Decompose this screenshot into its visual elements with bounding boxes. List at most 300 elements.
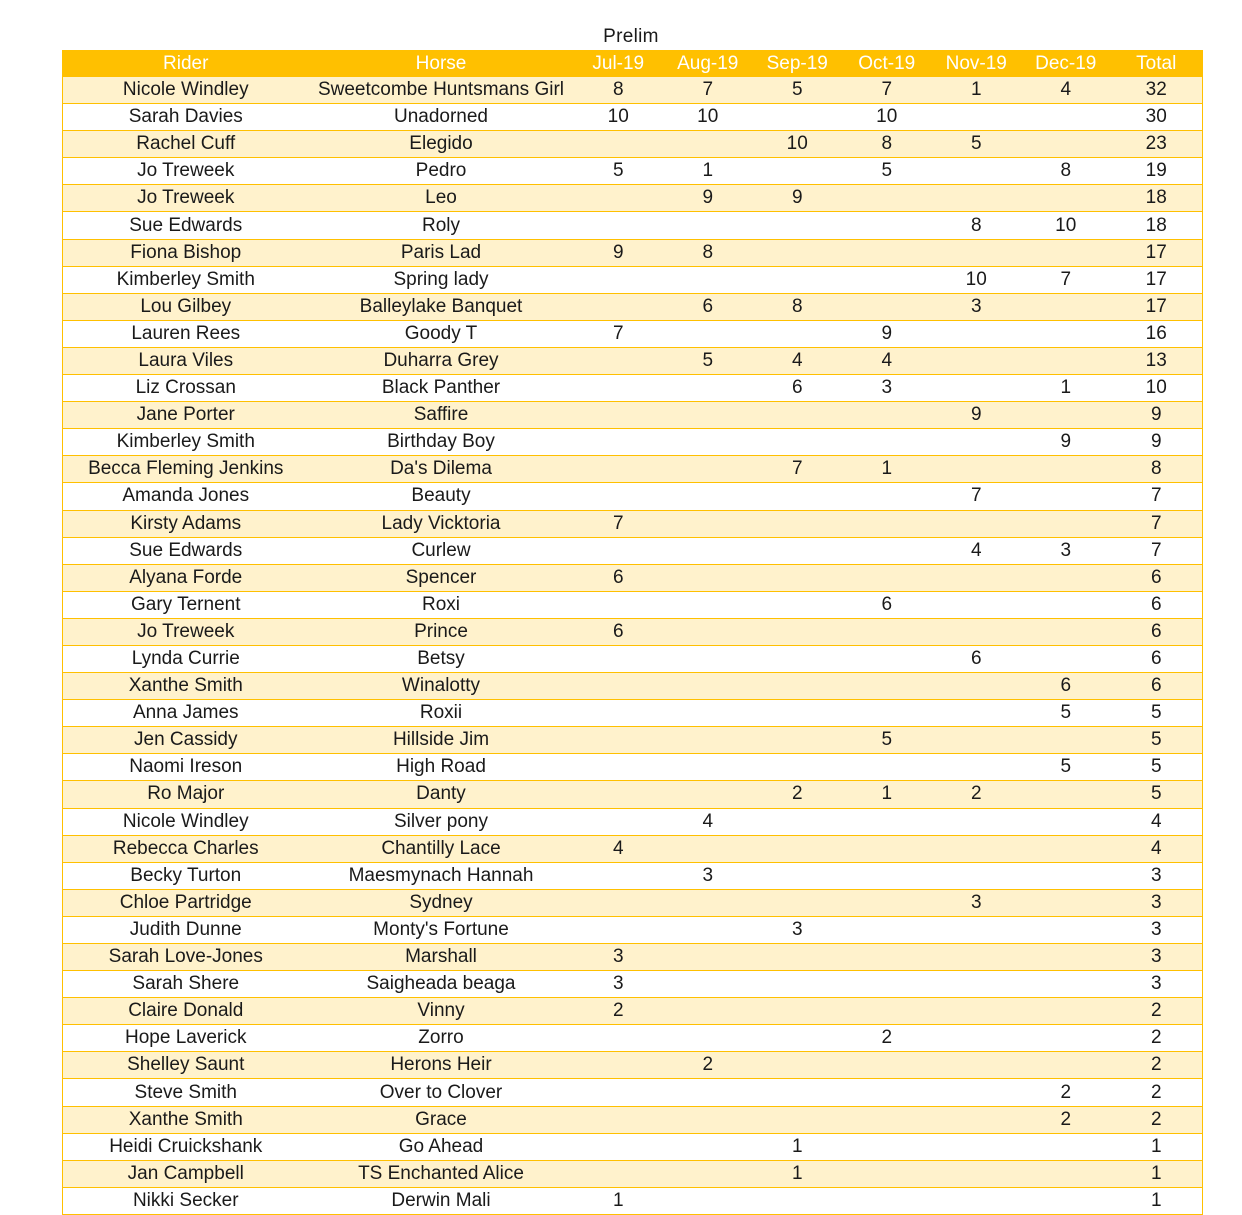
oct-19-cell: 3: [842, 375, 932, 402]
table-row: [63, 266, 1203, 293]
dec-19-cell: 9: [1021, 429, 1111, 456]
sep-19-cell: [753, 727, 843, 754]
oct-19-cell: [842, 1106, 932, 1133]
rider-cell: Ro Major: [63, 781, 309, 808]
horse-cell: Unadorned: [309, 104, 574, 131]
jul-19-cell: 2: [574, 998, 664, 1025]
dec-19-cell: [1021, 835, 1111, 862]
dec-19-cell: [1021, 347, 1111, 374]
nov-19-cell: 10: [932, 266, 1022, 293]
table-row: [63, 645, 1203, 672]
total-cell: 5: [1111, 781, 1203, 808]
jul-19-cell: [574, 347, 664, 374]
dec-19-cell: [1021, 564, 1111, 591]
nov-19-cell: [932, 754, 1022, 781]
nov-19-cell: 3: [932, 889, 1022, 916]
oct-19-cell: [842, 944, 932, 971]
horse-cell: Paris Lad: [309, 239, 574, 266]
sep-19-cell: [753, 212, 843, 239]
rider-cell: Claire Donald: [63, 998, 309, 1025]
jul-19-cell: [574, 862, 664, 889]
results-table: [62, 50, 1203, 1215]
sep-19-cell: [753, 402, 843, 429]
rider-cell: Kimberley Smith: [63, 429, 309, 456]
total-cell: 17: [1111, 239, 1203, 266]
dec-19-cell: [1021, 889, 1111, 916]
sep-19-cell: [753, 944, 843, 971]
table-row: [63, 1052, 1203, 1079]
aug-19-cell: 4: [663, 808, 753, 835]
total-cell: 3: [1111, 889, 1203, 916]
rider-cell: Lou Gilbey: [63, 293, 309, 320]
aug-19-cell: [663, 456, 753, 483]
table-body: [63, 77, 1203, 1214]
nov-19-cell: [932, 1160, 1022, 1187]
sep-19-cell: [753, 1079, 843, 1106]
horse-cell: Herons Heir: [309, 1052, 574, 1079]
oct-19-cell: [842, 537, 932, 564]
rider-cell: Becca Fleming Jenkins: [63, 456, 309, 483]
oct-19-cell: [842, 673, 932, 700]
horse-cell: Sydney: [309, 889, 574, 916]
sep-19-cell: [753, 998, 843, 1025]
horse-cell: Roly: [309, 212, 574, 239]
oct-19-cell: [842, 402, 932, 429]
aug-19-cell: 2: [663, 1052, 753, 1079]
jul-19-cell: 6: [574, 618, 664, 645]
table-row: [63, 1079, 1203, 1106]
table-row: [63, 104, 1203, 131]
oct-19-cell: 1: [842, 456, 932, 483]
total-cell: 1: [1111, 1133, 1203, 1160]
rider-cell: Lynda Currie: [63, 645, 309, 672]
oct-19-cell: [842, 971, 932, 998]
horse-cell: Spencer: [309, 564, 574, 591]
dec-19-cell: [1021, 727, 1111, 754]
nov-19-cell: [932, 971, 1022, 998]
table-row: [63, 889, 1203, 916]
horse-cell: Leo: [309, 185, 574, 212]
horse-cell: Hillside Jim: [309, 727, 574, 754]
oct-19-cell: [842, 700, 932, 727]
table-row: [63, 591, 1203, 618]
table-row: [63, 781, 1203, 808]
rider-cell: Xanthe Smith: [63, 1106, 309, 1133]
horse-cell: Spring lady: [309, 266, 574, 293]
aug-19-cell: [663, 537, 753, 564]
nov-19-cell: [932, 375, 1022, 402]
dec-19-cell: 6: [1021, 673, 1111, 700]
column-header-total: Total: [1111, 51, 1203, 78]
nov-19-cell: [932, 916, 1022, 943]
dec-19-cell: [1021, 808, 1111, 835]
nov-19-cell: [932, 835, 1022, 862]
total-cell: 17: [1111, 293, 1203, 320]
dec-19-cell: [1021, 1133, 1111, 1160]
jul-19-cell: 8: [574, 77, 664, 104]
rider-cell: Becky Turton: [63, 862, 309, 889]
horse-cell: Roxi: [309, 591, 574, 618]
horse-cell: Lady Vicktoria: [309, 510, 574, 537]
rider-cell: Steve Smith: [63, 1079, 309, 1106]
horse-cell: Balleylake Banquet: [309, 293, 574, 320]
sep-19-cell: [753, 591, 843, 618]
dec-19-cell: [1021, 916, 1111, 943]
rider-cell: Nikki Secker: [63, 1187, 309, 1214]
nov-19-cell: [932, 944, 1022, 971]
sep-19-cell: [753, 510, 843, 537]
dec-19-cell: [1021, 239, 1111, 266]
aug-19-cell: [663, 1187, 753, 1214]
oct-19-cell: [842, 916, 932, 943]
dec-19-cell: [1021, 1160, 1111, 1187]
column-header-nov-19: Nov-19: [932, 51, 1022, 78]
aug-19-cell: [663, 483, 753, 510]
oct-19-cell: [842, 212, 932, 239]
dec-19-cell: 10: [1021, 212, 1111, 239]
jul-19-cell: [574, 402, 664, 429]
sep-19-cell: [753, 429, 843, 456]
table-row: [63, 1160, 1203, 1187]
total-cell: 5: [1111, 754, 1203, 781]
aug-19-cell: [663, 375, 753, 402]
horse-cell: Monty's Fortune: [309, 916, 574, 943]
jul-19-cell: 4: [574, 835, 664, 862]
horse-cell: Saffire: [309, 402, 574, 429]
rider-cell: Jo Treweek: [63, 618, 309, 645]
rider-cell: Sarah Shere: [63, 971, 309, 998]
horse-cell: Saigheada beaga: [309, 971, 574, 998]
jul-19-cell: 7: [574, 510, 664, 537]
rider-cell: Anna James: [63, 700, 309, 727]
oct-19-cell: [842, 429, 932, 456]
sep-19-cell: [753, 673, 843, 700]
nov-19-cell: [932, 347, 1022, 374]
horse-cell: Marshall: [309, 944, 574, 971]
jul-19-cell: 10: [574, 104, 664, 131]
dec-19-cell: [1021, 591, 1111, 618]
table-row: [63, 320, 1203, 347]
jul-19-cell: [574, 808, 664, 835]
total-cell: 13: [1111, 347, 1203, 374]
oct-19-cell: 5: [842, 727, 932, 754]
horse-cell: Elegido: [309, 131, 574, 158]
sheet-title: Prelim: [603, 26, 659, 47]
nov-19-cell: [932, 239, 1022, 266]
aug-19-cell: [663, 618, 753, 645]
sep-19-cell: [753, 320, 843, 347]
oct-19-cell: 9: [842, 320, 932, 347]
aug-19-cell: 3: [663, 862, 753, 889]
sep-19-cell: [753, 862, 843, 889]
oct-19-cell: 2: [842, 1025, 932, 1052]
table-row: [63, 1025, 1203, 1052]
total-cell: 3: [1111, 944, 1203, 971]
dec-19-cell: [1021, 1025, 1111, 1052]
nov-19-cell: [932, 1106, 1022, 1133]
nov-19-cell: [932, 673, 1022, 700]
rider-cell: Heidi Cruickshank: [63, 1133, 309, 1160]
nov-19-cell: [932, 1079, 1022, 1106]
sep-19-cell: 2: [753, 781, 843, 808]
dec-19-cell: [1021, 862, 1111, 889]
horse-cell: Curlew: [309, 537, 574, 564]
table-row: [63, 998, 1203, 1025]
nov-19-cell: [932, 998, 1022, 1025]
aug-19-cell: [663, 591, 753, 618]
aug-19-cell: [663, 835, 753, 862]
sep-19-cell: [753, 700, 843, 727]
rider-cell: Naomi Ireson: [63, 754, 309, 781]
oct-19-cell: 7: [842, 77, 932, 104]
total-cell: 2: [1111, 1079, 1203, 1106]
rider-cell: Rebecca Charles: [63, 835, 309, 862]
dec-19-cell: 2: [1021, 1079, 1111, 1106]
nov-19-cell: [932, 564, 1022, 591]
jul-19-cell: [574, 1160, 664, 1187]
sep-19-cell: 10: [753, 131, 843, 158]
aug-19-cell: [663, 564, 753, 591]
total-cell: 17: [1111, 266, 1203, 293]
total-cell: 3: [1111, 916, 1203, 943]
dec-19-cell: 2: [1021, 1106, 1111, 1133]
jul-19-cell: 6: [574, 564, 664, 591]
nov-19-cell: [932, 862, 1022, 889]
dec-19-cell: [1021, 402, 1111, 429]
sep-19-cell: [753, 537, 843, 564]
table-row: [63, 835, 1203, 862]
horse-cell: Maesmynach Hannah: [309, 862, 574, 889]
rider-cell: Amanda Jones: [63, 483, 309, 510]
column-header-rider: Rider: [63, 51, 309, 78]
horse-cell: Pedro: [309, 158, 574, 185]
nov-19-cell: 1: [932, 77, 1022, 104]
table-row: [63, 456, 1203, 483]
table-row: [63, 944, 1203, 971]
oct-19-cell: 6: [842, 591, 932, 618]
oct-19-cell: [842, 889, 932, 916]
nov-19-cell: [932, 158, 1022, 185]
column-header-horse: Horse: [309, 51, 574, 78]
table-row: [63, 510, 1203, 537]
horse-cell: Vinny: [309, 998, 574, 1025]
sep-19-cell: 9: [753, 185, 843, 212]
aug-19-cell: 8: [663, 239, 753, 266]
oct-19-cell: 4: [842, 347, 932, 374]
horse-cell: Go Ahead: [309, 1133, 574, 1160]
aug-19-cell: [663, 320, 753, 347]
total-cell: 7: [1111, 510, 1203, 537]
sep-19-cell: [753, 835, 843, 862]
jul-19-cell: [574, 537, 664, 564]
jul-19-cell: [574, 700, 664, 727]
dec-19-cell: 8: [1021, 158, 1111, 185]
horse-cell: Silver pony: [309, 808, 574, 835]
rider-cell: Jan Campbell: [63, 1160, 309, 1187]
sep-19-cell: 8: [753, 293, 843, 320]
sep-19-cell: [753, 645, 843, 672]
rider-cell: Kimberley Smith: [63, 266, 309, 293]
oct-19-cell: 8: [842, 131, 932, 158]
horse-cell: Zorro: [309, 1025, 574, 1052]
horse-cell: Birthday Boy: [309, 429, 574, 456]
aug-19-cell: [663, 1160, 753, 1187]
horse-cell: Winalotty: [309, 673, 574, 700]
table-row: [63, 1187, 1203, 1214]
table-row: [63, 429, 1203, 456]
aug-19-cell: [663, 1025, 753, 1052]
table-row: [63, 347, 1203, 374]
rider-cell: Jane Porter: [63, 402, 309, 429]
aug-19-cell: [663, 700, 753, 727]
total-cell: 7: [1111, 483, 1203, 510]
jul-19-cell: [574, 1106, 664, 1133]
rider-cell: Sue Edwards: [63, 537, 309, 564]
jul-19-cell: [574, 1052, 664, 1079]
table-row: [63, 727, 1203, 754]
nov-19-cell: 6: [932, 645, 1022, 672]
oct-19-cell: [842, 835, 932, 862]
jul-19-cell: [574, 916, 664, 943]
aug-19-cell: [663, 1079, 753, 1106]
column-header-oct-19: Oct-19: [842, 51, 932, 78]
nov-19-cell: [932, 808, 1022, 835]
aug-19-cell: 9: [663, 185, 753, 212]
nov-19-cell: [932, 104, 1022, 131]
sep-19-cell: [753, 1106, 843, 1133]
oct-19-cell: [842, 998, 932, 1025]
jul-19-cell: [574, 375, 664, 402]
table-row: [63, 862, 1203, 889]
aug-19-cell: [663, 998, 753, 1025]
total-cell: 5: [1111, 700, 1203, 727]
sep-19-cell: [753, 1187, 843, 1214]
sep-19-cell: 3: [753, 916, 843, 943]
aug-19-cell: 1: [663, 158, 753, 185]
jul-19-cell: 3: [574, 971, 664, 998]
aug-19-cell: [663, 1106, 753, 1133]
total-cell: 6: [1111, 673, 1203, 700]
jul-19-cell: 3: [574, 944, 664, 971]
oct-19-cell: 10: [842, 104, 932, 131]
rider-cell: Liz Crossan: [63, 375, 309, 402]
table-row: [63, 673, 1203, 700]
jul-19-cell: [574, 293, 664, 320]
horse-cell: Da's Dilema: [309, 456, 574, 483]
oct-19-cell: [842, 564, 932, 591]
dec-19-cell: [1021, 185, 1111, 212]
sep-19-cell: [753, 754, 843, 781]
total-cell: 6: [1111, 645, 1203, 672]
column-header-aug-19: Aug-19: [663, 51, 753, 78]
aug-19-cell: [663, 971, 753, 998]
total-cell: 2: [1111, 1106, 1203, 1133]
nov-19-cell: [932, 185, 1022, 212]
table-row: [63, 971, 1203, 998]
dec-19-cell: [1021, 1052, 1111, 1079]
nov-19-cell: [932, 700, 1022, 727]
dec-19-cell: [1021, 781, 1111, 808]
total-cell: 32: [1111, 77, 1203, 104]
sep-19-cell: [753, 239, 843, 266]
oct-19-cell: [842, 1187, 932, 1214]
total-cell: 10: [1111, 375, 1203, 402]
aug-19-cell: 10: [663, 104, 753, 131]
total-cell: 9: [1111, 402, 1203, 429]
total-cell: 6: [1111, 618, 1203, 645]
horse-cell: Goody T: [309, 320, 574, 347]
dec-19-cell: [1021, 944, 1111, 971]
sep-19-cell: [753, 889, 843, 916]
oct-19-cell: [842, 185, 932, 212]
jul-19-cell: [574, 781, 664, 808]
sep-19-cell: 1: [753, 1160, 843, 1187]
rider-cell: Jo Treweek: [63, 185, 309, 212]
dec-19-cell: [1021, 998, 1111, 1025]
total-cell: 8: [1111, 456, 1203, 483]
jul-19-cell: [574, 131, 664, 158]
table-row: [63, 483, 1203, 510]
dec-19-cell: 7: [1021, 266, 1111, 293]
rider-cell: Alyana Forde: [63, 564, 309, 591]
dec-19-cell: 5: [1021, 754, 1111, 781]
table-row: [63, 212, 1203, 239]
jul-19-cell: [574, 591, 664, 618]
table-row: [63, 293, 1203, 320]
rider-cell: Sarah Davies: [63, 104, 309, 131]
nov-19-cell: 2: [932, 781, 1022, 808]
horse-cell: Prince: [309, 618, 574, 645]
jul-19-cell: [574, 185, 664, 212]
aug-19-cell: 5: [663, 347, 753, 374]
jul-19-cell: [574, 266, 664, 293]
aug-19-cell: [663, 266, 753, 293]
total-cell: 18: [1111, 185, 1203, 212]
rider-cell: Judith Dunne: [63, 916, 309, 943]
sep-19-cell: [753, 1052, 843, 1079]
horse-cell: Betsy: [309, 645, 574, 672]
oct-19-cell: [842, 1052, 932, 1079]
column-header-sep-19: Sep-19: [753, 51, 843, 78]
oct-19-cell: [842, 483, 932, 510]
total-cell: 4: [1111, 835, 1203, 862]
oct-19-cell: [842, 618, 932, 645]
total-cell: 18: [1111, 212, 1203, 239]
oct-19-cell: 1: [842, 781, 932, 808]
dec-19-cell: [1021, 618, 1111, 645]
horse-cell: Sweetcombe Huntsmans Girl: [309, 77, 574, 104]
sep-19-cell: [753, 104, 843, 131]
table-row: [63, 808, 1203, 835]
rider-cell: Sue Edwards: [63, 212, 309, 239]
sep-19-cell: [753, 1025, 843, 1052]
table-row: [63, 754, 1203, 781]
total-cell: 5: [1111, 727, 1203, 754]
total-cell: 2: [1111, 998, 1203, 1025]
oct-19-cell: [842, 1133, 932, 1160]
table-row: [63, 537, 1203, 564]
sep-19-cell: [753, 564, 843, 591]
aug-19-cell: [663, 754, 753, 781]
horse-cell: Beauty: [309, 483, 574, 510]
dec-19-cell: [1021, 971, 1111, 998]
rider-cell: Fiona Bishop: [63, 239, 309, 266]
nov-19-cell: 3: [932, 293, 1022, 320]
dec-19-cell: [1021, 104, 1111, 131]
oct-19-cell: [842, 754, 932, 781]
dec-19-cell: [1021, 510, 1111, 537]
sep-19-cell: 7: [753, 456, 843, 483]
